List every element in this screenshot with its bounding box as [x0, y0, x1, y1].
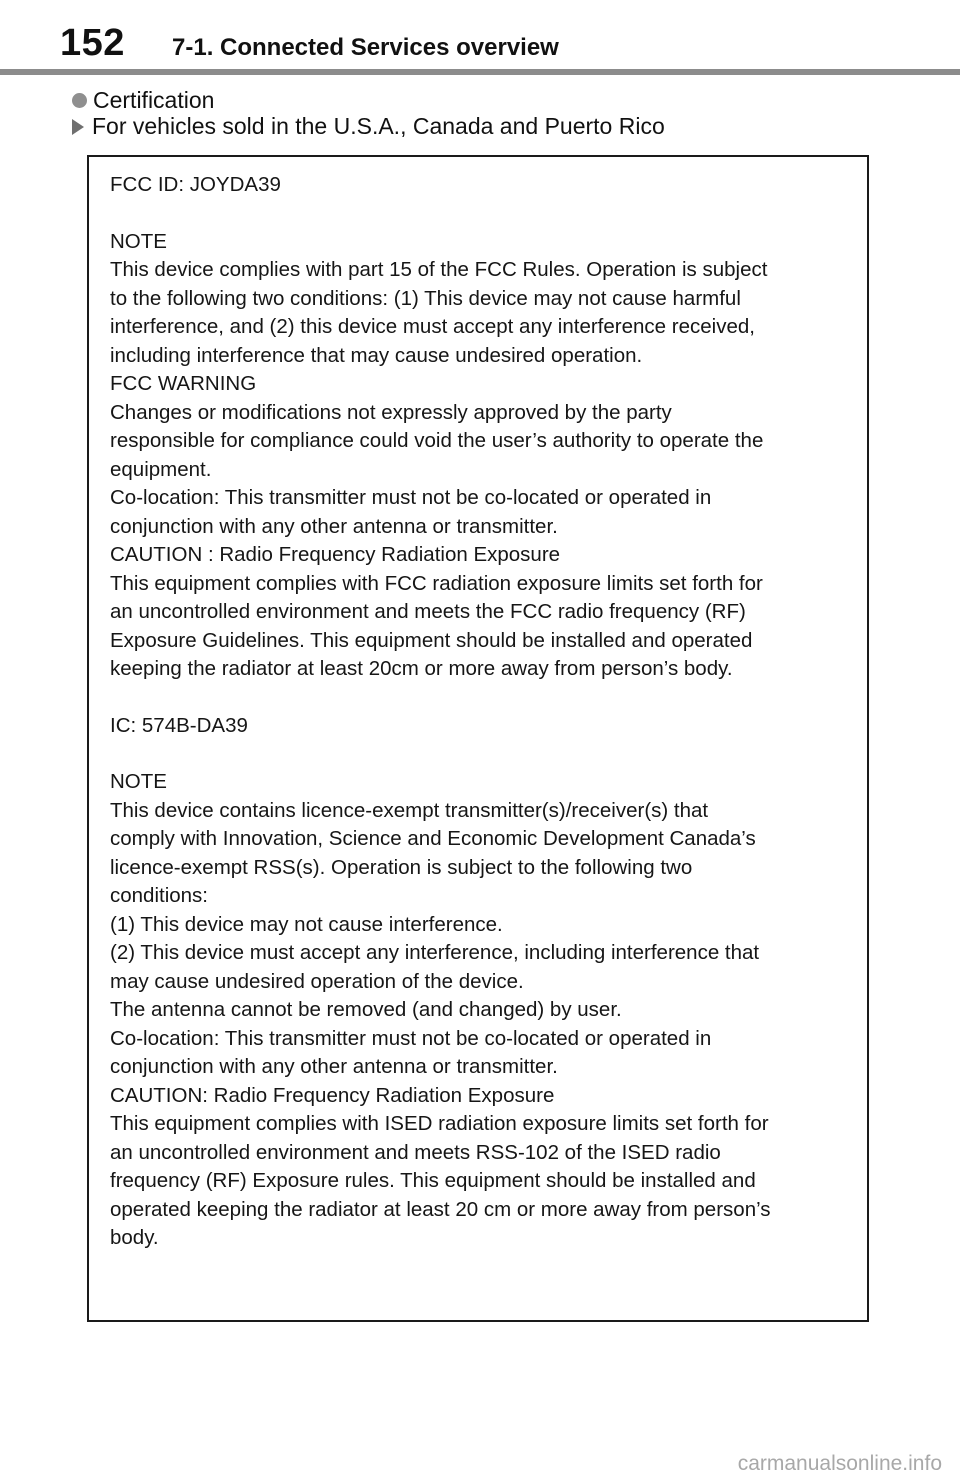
certification-text	[110, 171, 855, 1253]
fcc-warning-line: equipment.	[110, 457, 212, 481]
region-label: For vehicles sold in the U.S.A., Canada and Puerto Rico	[92, 113, 665, 139]
spacer	[110, 684, 855, 712]
colocation-line: conjunction with any other antenna or transmitter.	[110, 1055, 558, 1078]
certification-bullet	[72, 88, 214, 113]
filled-circle-bullet-icon	[72, 93, 87, 108]
caution-line: body.	[110, 1226, 159, 1249]
fcc-warning-heading: FCC WARNING	[110, 372, 257, 395]
caution-line: This equipment complies with FCC radiation exposure limits set forth for	[110, 571, 763, 595]
caution-heading: CAUTION : Radio Frequency Radiation Exposure	[110, 543, 561, 566]
colocation-line: conjunction with any other antenna or transmitter.	[110, 514, 558, 538]
page-number: 152	[60, 22, 125, 64]
note-line: licence-exempt RSS(s). Operation is subject to the following two	[110, 855, 693, 879]
caution-line: operated keeping the radiator at least 20 cm or more away from person’s	[110, 1197, 771, 1221]
note-line: (2) This device must accept any interference, including interference that	[110, 941, 760, 964]
caution-line: Exposure Guidelines. This equipment should be installed and operated	[110, 628, 753, 652]
fcc-warning-line: responsible for compliance could void the user’s authority to operate the	[110, 429, 764, 452]
page-header	[0, 0, 960, 76]
caution-line: an uncontrolled environment and meets RSS-102 of the ISED radio	[110, 1140, 721, 1164]
note-line: may cause undesired operation of the device.	[110, 969, 524, 993]
fcc-warning-line: Changes or modifications not expressly approved by the party	[110, 400, 672, 424]
note-line: The antenna cannot be removed (and changed) by user.	[110, 998, 622, 1021]
section-title: 7-1. Connected Services overview	[172, 34, 559, 61]
note-line: interference, and (2) this device must accept any interference received,	[110, 315, 755, 338]
note-line: This device contains licence-exempt transmitter(s)/receiver(s) that	[110, 798, 709, 822]
region-subheading	[72, 114, 665, 139]
certification-box	[87, 155, 869, 1322]
caution-line: keeping the radiator at least 20cm or more away from person’s body.	[110, 657, 733, 680]
fcc-id: FCC ID: JOYDA39	[110, 173, 281, 196]
spacer	[110, 740, 855, 768]
certification-label: Certification	[93, 87, 215, 113]
note-line: comply with Innovation, Science and Economic Development Canada’s	[110, 827, 756, 850]
note-line: conditions:	[110, 884, 209, 907]
caution-line: This equipment complies with ISED radiation exposure limits set forth for	[110, 1112, 769, 1135]
watermark: carmanualsonline.info	[737, 1452, 942, 1475]
caution-line: an uncontrolled environment and meets the FCC radio frequency (RF)	[110, 600, 746, 623]
note-line: This device complies with part 15 of the FCC Rules. Operation is subject	[110, 258, 768, 281]
spacer	[110, 200, 855, 228]
colocation-line: Co-location: This transmitter must not be co-located or operated in	[110, 1026, 712, 1050]
note-line: to the following two conditions: (1) This device may not cause harmful	[110, 286, 741, 310]
header-divider	[0, 69, 960, 75]
triangle-arrow-icon	[72, 119, 84, 135]
caution-heading: CAUTION: Radio Frequency Radiation Exposure	[110, 1083, 555, 1107]
note-heading: NOTE	[110, 229, 167, 253]
note-line: including interference that may cause undesired operation.	[110, 343, 643, 367]
note-line: (1) This device may not cause interference.	[110, 912, 503, 936]
note-heading: NOTE	[110, 770, 167, 793]
colocation-line: Co-location: This transmitter must not be co-located or operated in	[110, 486, 712, 509]
caution-line: frequency (RF) Exposure rules. This equipment should be installed and	[110, 1169, 756, 1192]
ic-id: IC: 574B-DA39	[110, 713, 248, 737]
